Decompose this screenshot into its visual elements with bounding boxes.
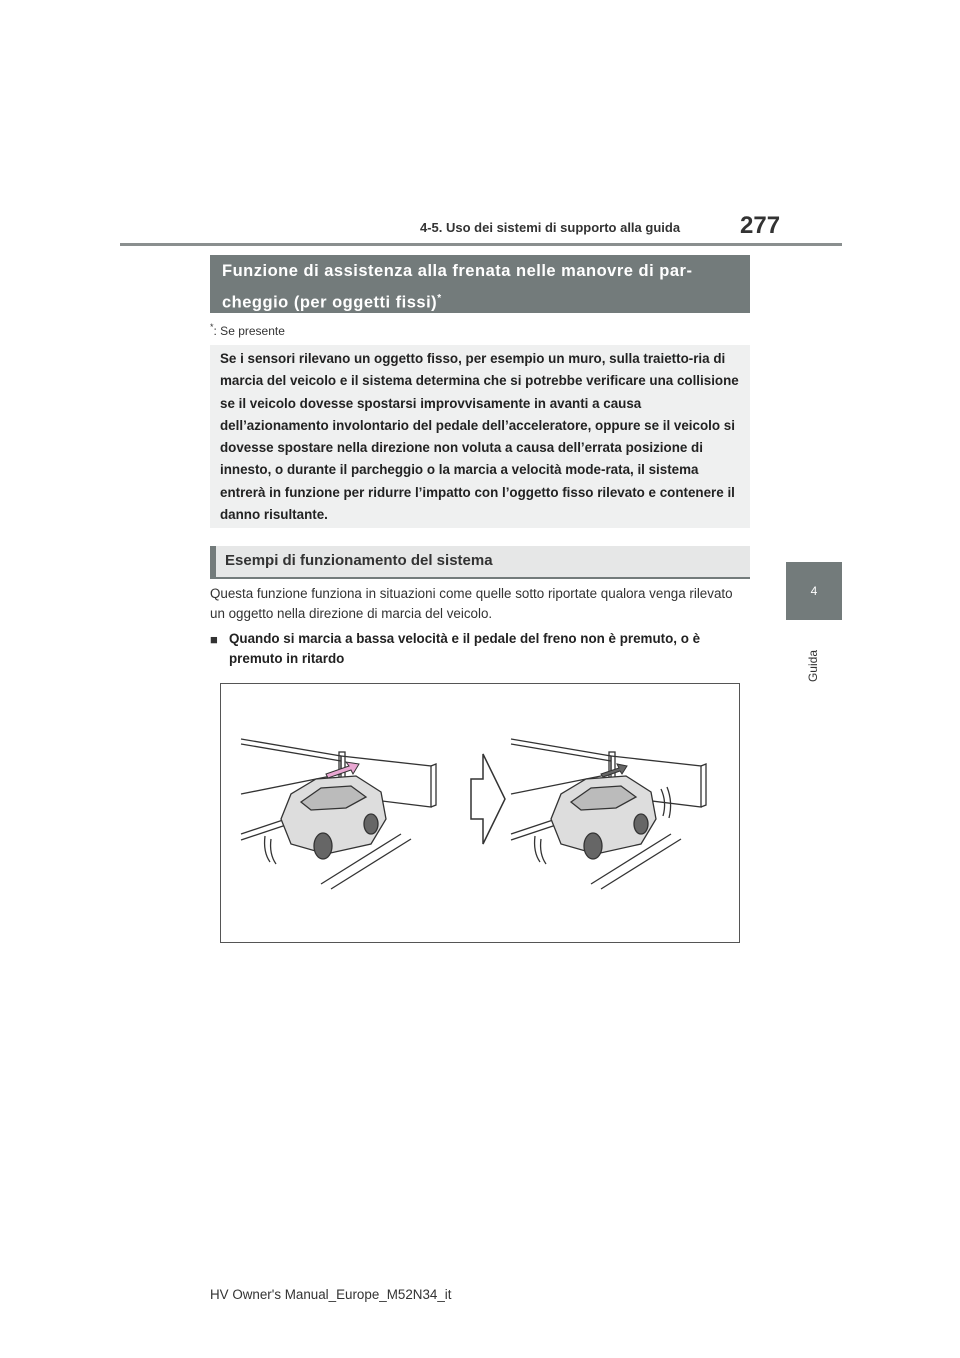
description-text: Se i sensori rilevano un oggetto fisso, per esempio un muro, sulla traietto-ria di marcia del veicolo e il sistema determina che si potrebbe verificare una collisione se il veicolo dovesse spostarsi improvvisamente in avanti a causa dell’azionamento involontario del pedale dell’acceleratore, oppure se il veicolo si dovesse spostare nella direzione non voluta a causa dell’errata posizione di innesto, o durante il parcheggio o la marcia a velocità mode-rata, il sistema entrerà in funzione per ridurre l’impatto con l’oggetto fisso rilevato e contenere il danno risultante. — [220, 351, 739, 523]
page-number: 277 — [740, 212, 781, 239]
title-marker: * — [437, 293, 442, 304]
illustration-frame — [220, 683, 740, 943]
footnote — [210, 322, 285, 338]
title-text: Funzione di assistenza alla frenata nelle manovre di par-cheggio (per oggetti fissi) — [222, 262, 693, 312]
examples-heading-accent — [210, 546, 216, 579]
examples-heading: Esempi di funzionamento del sistema — [225, 552, 493, 569]
chapter-number: 4 — [810, 584, 818, 598]
example-bullet: Quando si marcia a bassa velocità e il pedale del freno non è premuto, o è premuto in ritardo — [229, 631, 701, 666]
chapter-label: Guida — [806, 650, 820, 683]
parking-illustration — [221, 684, 739, 942]
footnote-text: : Se presente — [213, 324, 285, 338]
scene-after — [511, 739, 706, 889]
bullet-square-icon: ■ — [210, 632, 218, 647]
page-title — [222, 258, 742, 317]
chapter-tab — [786, 562, 842, 620]
footnote-marker: * — [210, 322, 214, 332]
document-footer: HV Owner's Manual_Europe_M52N34_it — [210, 1287, 452, 1302]
transition-arrow-icon — [471, 754, 505, 844]
wall-top-line — [241, 739, 341, 756]
examples-heading-rule — [210, 577, 750, 579]
scene-before — [241, 739, 436, 889]
section-title: 4-5. Uso dei sistemi di supporto alla guida — [420, 220, 681, 235]
examples-intro: Questa funzione funziona in situazioni come quelle sotto riportate qualora venga rilevato un oggetto nella direzione di marcia del veicolo. — [210, 586, 733, 621]
header-divider — [120, 243, 842, 246]
